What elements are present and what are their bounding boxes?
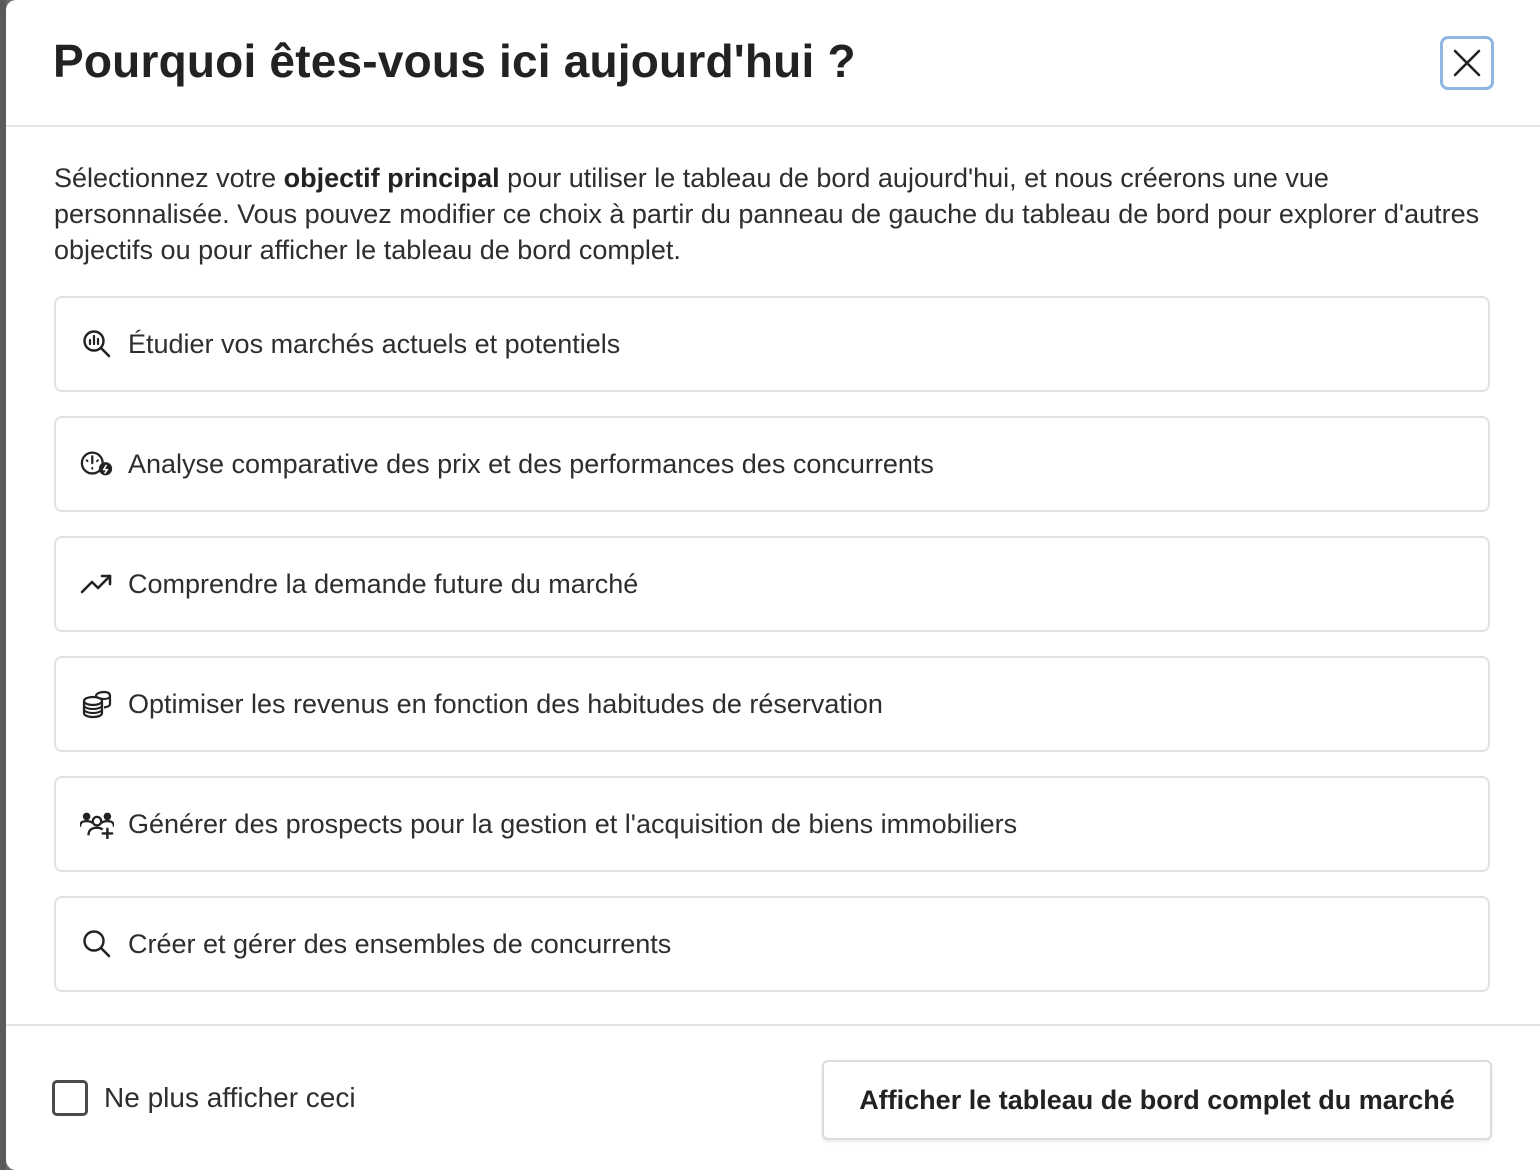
search-icon bbox=[80, 927, 114, 961]
show-full-dashboard-button[interactable]: Afficher le tableau de bord complet du marché bbox=[822, 1060, 1492, 1140]
description-emphasis: objectif principal bbox=[283, 163, 500, 193]
description-start: Sélectionnez votre bbox=[54, 163, 284, 193]
dont-show-again-toggle[interactable] bbox=[52, 1080, 356, 1116]
trending-up-icon bbox=[80, 567, 114, 601]
dialog-header bbox=[6, 0, 1540, 127]
goal-option-future-demand[interactable] bbox=[54, 536, 1490, 632]
goal-option-market-research[interactable] bbox=[54, 296, 1490, 392]
coins-stack-icon bbox=[80, 687, 114, 721]
goal-selection-dialog bbox=[6, 0, 1540, 1170]
goal-option-revenue-optimization[interactable] bbox=[54, 656, 1490, 752]
goal-option-label: Étudier vos marchés actuels et potentiels bbox=[128, 328, 621, 359]
goal-option-pricing-benchmark[interactable] bbox=[54, 416, 1490, 512]
market-research-icon bbox=[80, 327, 114, 361]
goal-option-label: Analyse comparative des prix et des performances des concurrents bbox=[128, 448, 934, 479]
dialog-description bbox=[54, 160, 1494, 268]
dont-show-again-checkbox[interactable] bbox=[52, 1080, 88, 1116]
goal-option-competitor-sets[interactable] bbox=[54, 896, 1490, 992]
pricing-benchmark-icon bbox=[80, 447, 114, 481]
goal-option-label: Comprendre la demande future du marché bbox=[128, 568, 639, 599]
dialog-title: Pourquoi êtes-vous ici aujourd'hui ? bbox=[53, 35, 856, 87]
close-button[interactable] bbox=[1440, 36, 1494, 90]
goal-option-lead-generation[interactable] bbox=[54, 776, 1490, 872]
description-end: pour utiliser le tableau de bord aujourd'hui, et nous créerons une vue personnalisée. Vous pouvez modifier ce choix à partir du panneau de gauche du tableau de bord pour explorer d'autres objectifs ou pour afficher le tableau de bord complet. bbox=[54, 163, 1480, 265]
close-icon bbox=[1452, 48, 1482, 78]
goal-options-list bbox=[54, 296, 1490, 1016]
goal-option-label: Optimiser les revenus en fonction des habitudes de réservation bbox=[128, 688, 883, 719]
goal-option-label: Générer des prospects pour la gestion et l'acquisition de biens immobiliers bbox=[128, 808, 1018, 839]
goal-option-label: Créer et gérer des ensembles de concurrents bbox=[128, 928, 672, 959]
users-add-icon bbox=[80, 807, 114, 841]
dont-show-again-label: Ne plus afficher ceci bbox=[104, 1082, 356, 1113]
dialog-footer bbox=[6, 1024, 1540, 1170]
